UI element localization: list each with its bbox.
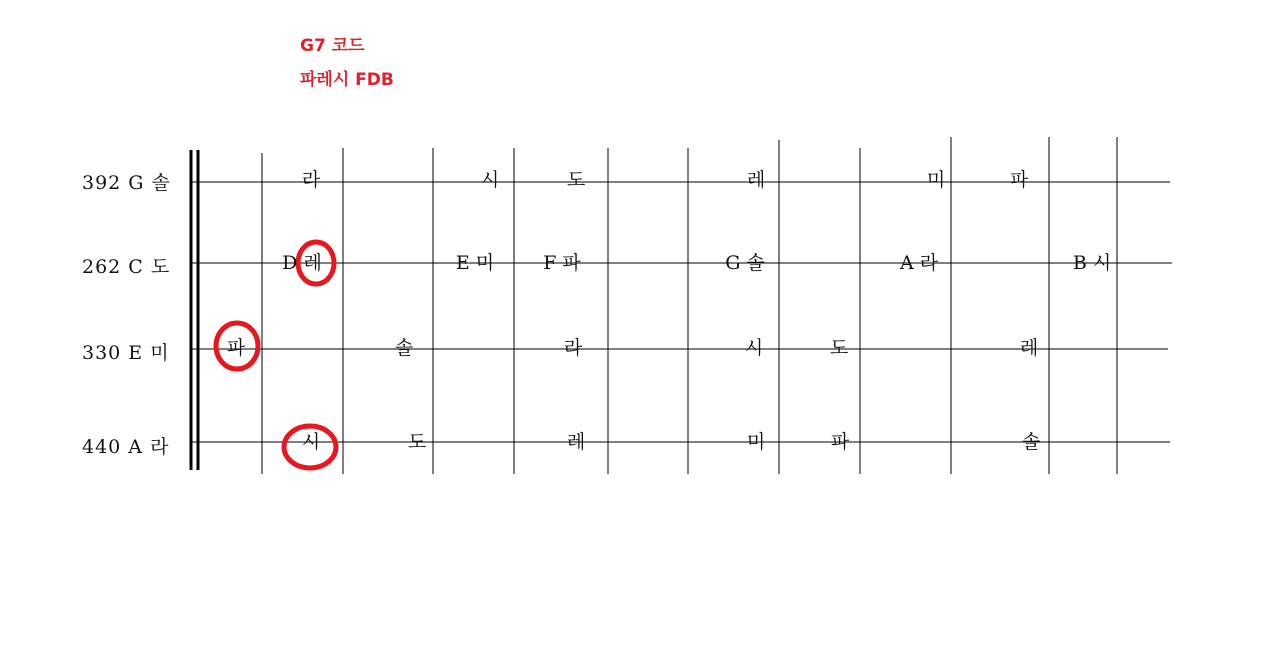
note-a-1: 시 xyxy=(301,431,321,453)
note-c-4: G 솔 xyxy=(725,252,765,274)
note-e-4: 시 xyxy=(744,337,764,359)
note-a-2: 도 xyxy=(407,431,427,453)
note-a-5: 파 xyxy=(830,431,850,453)
note-e-1: 파 xyxy=(226,337,246,359)
note-g-1: 라 xyxy=(301,169,321,191)
note-e-6: 레 xyxy=(1019,337,1039,359)
note-c-1: D 레 xyxy=(282,252,322,274)
note-c-5: A 라 xyxy=(899,252,939,274)
string-label-e: 330 E 미 xyxy=(82,342,170,364)
note-e-5: 도 xyxy=(829,337,849,359)
note-c-2: E 미 xyxy=(455,252,495,274)
note-a-4: 미 xyxy=(746,431,766,453)
note-e-3: 라 xyxy=(563,337,583,359)
chord-notes: 파레시 FDB xyxy=(300,70,394,90)
note-g-2: 시 xyxy=(480,169,500,191)
note-g-6: 파 xyxy=(1009,169,1029,191)
note-g-5: 미 xyxy=(926,169,946,191)
note-a-6: 솔 xyxy=(1021,431,1041,453)
string-lines xyxy=(190,182,1172,442)
note-c-6: B 시 xyxy=(1072,252,1112,274)
note-e-2: 솔 xyxy=(394,337,414,359)
note-a-3: 레 xyxy=(566,431,586,453)
string-label-g: 392 G 솔 xyxy=(82,172,171,194)
note-g-4: 레 xyxy=(746,169,766,191)
string-label-a: 440 A 라 xyxy=(82,436,170,458)
note-g-3: 도 xyxy=(566,169,586,191)
fret-lines xyxy=(262,137,1117,474)
nut xyxy=(191,150,198,470)
string-label-c: 262 C 도 xyxy=(82,256,171,278)
chord-title: G7 코드 xyxy=(300,36,365,56)
note-c-3: F 파 xyxy=(543,252,581,274)
